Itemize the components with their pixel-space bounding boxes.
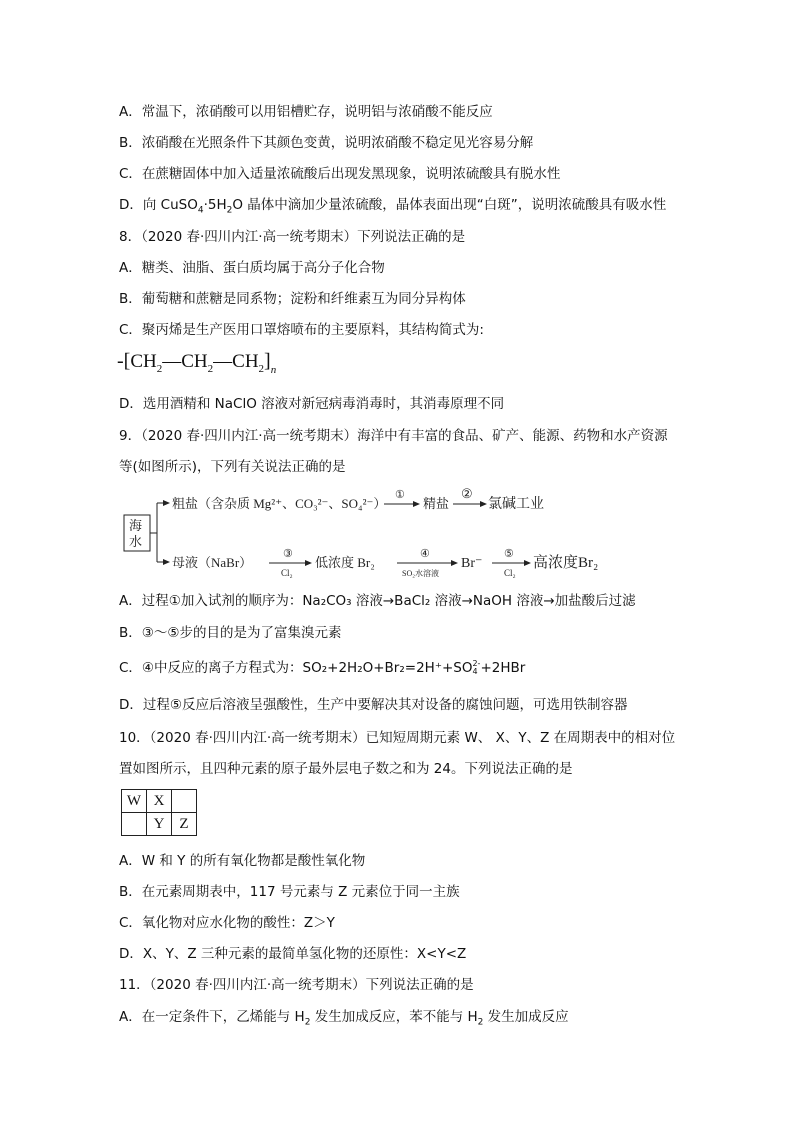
q11-a-text-1: A．在一定条件下，乙烯能与 H — [119, 1009, 305, 1025]
q7-d-sub-2: 2 — [226, 205, 233, 216]
q11-stem: 11．（2020 春·四川内江·高一统考期末）下列说法正确的是 — [119, 977, 474, 993]
cell-z: Z — [172, 813, 197, 836]
seawater-label-1: 海 — [129, 518, 143, 533]
seawater-resource-flow-diagram — [119, 485, 619, 580]
q9-option-d: D．过程⑤反应后溶液呈强酸性，生产中要解决其对设备的腐蚀问题，可选用铁制容器 — [119, 697, 628, 713]
cell-empty-1 — [172, 790, 197, 813]
periodic-row-1 — [122, 790, 197, 813]
periodic-table-fragment — [121, 789, 197, 836]
refined-salt-label: 精盐 — [423, 496, 450, 511]
q9-c-sub: 4 — [472, 667, 478, 676]
q8-option-d: D．选用酒精和 NaClO 溶液对新冠病毒消毒时，其消毒原理不同 — [119, 396, 505, 412]
q7-d-text-1: D．向 CuSO — [119, 197, 198, 213]
q7-option-b: B．浓硝酸在光照条件下其颜色变黄，说明浓硝酸不稳定见光容易分解 — [119, 135, 534, 151]
periodic-row-2 — [122, 813, 197, 836]
q9-c-text-1: C．④中反应的离子方程式为：SO₂+2H₂O+Br₂=2H⁺+SO — [119, 660, 473, 676]
bromide-ion-label: Br⁻ — [461, 556, 483, 571]
q9-option-c — [119, 658, 525, 678]
mother-liquor-label: 母液（NaBr） — [172, 555, 253, 570]
step-4-reagent-so2: SO₂水溶液 — [402, 569, 440, 578]
q10-option-d: D．X、Y、Z 三种元素的最简单氢化物的还原性：X<Y<Z — [119, 946, 467, 962]
cell-w: W — [122, 790, 147, 813]
structure-left-bracket: -[ — [117, 350, 131, 372]
structure-degree-n: n — [270, 364, 277, 376]
high-concentration-br2-label: 高浓度Br₂ — [533, 555, 599, 571]
q8-option-a: A．糖类、油脂、蛋白质均属于高分子化合物 — [119, 260, 385, 276]
step-2-label: ② — [461, 486, 473, 501]
q10-stem-line-2: 置如图所示，且四种元素的原子最外层电子数之和为 24。下列说法正确的是 — [119, 761, 573, 777]
step-3-reagent-cl2: Cl₂ — [281, 568, 293, 578]
low-concentration-br2-label: 低浓度 Br₂ — [315, 555, 375, 570]
q8-stem: 8．（2020 春·四川内江·高一统考期末）下列说法正确的是 — [119, 229, 466, 245]
cell-y: Y — [147, 813, 172, 836]
q11-a-text-2: 发生加成反应，苯不能与 H — [310, 1009, 478, 1025]
q11-a-sub-2: 2 — [477, 1017, 484, 1028]
q9-c-text-2: +2HBr — [480, 660, 526, 676]
structure-bond-1: — — [162, 351, 182, 372]
structure-right-bracket: ] — [264, 350, 271, 372]
q7-d-sub-1: 4 — [197, 205, 204, 216]
q8-option-b: B．葡萄糖和蔗糖是同系物；淀粉和纤维素互为同分异构体 — [119, 291, 466, 307]
structure-sub-2: 2 — [207, 362, 214, 375]
step-1-label: ① — [395, 489, 405, 501]
seawater-label-2: 水 — [129, 534, 143, 549]
polypropylene-structure-formula — [117, 350, 276, 376]
structure-bond-2: — — [213, 351, 233, 372]
q7-option-c: C．在蔗糖固体中加入适量浓硫酸后出现发黑现象，说明浓硫酸具有脱水性 — [119, 166, 561, 182]
q10-option-a: A．W 和 Y 的所有氧化物都是酸性氧化物 — [119, 853, 366, 869]
structure-sub-1: 2 — [156, 362, 163, 375]
step-5-label: ⑤ — [504, 548, 514, 560]
step-5-reagent-cl2: Cl₂ — [504, 568, 516, 578]
cell-empty-2 — [122, 813, 147, 836]
structure-unit-2: CH — [181, 351, 208, 372]
structure-sub-3: 2 — [258, 362, 265, 375]
chlor-alkali-label: 氯碱工业 — [488, 497, 544, 512]
crude-salt-label: 粗盐（含杂质 Mg²⁺、CO₃²⁻、SO₄²⁻） — [172, 496, 387, 511]
q11-option-a — [119, 1007, 569, 1027]
cell-x: X — [147, 790, 172, 813]
q7-option-d — [119, 195, 666, 215]
q7-d-text-2: ·5H — [203, 197, 227, 213]
q9-c-sup: 2- — [472, 659, 481, 668]
q7-d-text-3: O 晶体中滴加少量浓硫酸，晶体表面出现“白斑”，说明浓硫酸具有吸水性 — [232, 197, 667, 213]
q11-a-text-3: 发生加成反应 — [483, 1009, 569, 1025]
q7-option-a: A．常温下，浓硝酸可以用铝槽贮存，说明铝与浓硝酸不能反应 — [119, 104, 493, 120]
q10-option-c: C．氧化物对应水化物的酸性：Z＞Y — [119, 915, 335, 931]
structure-unit-1: CH — [130, 351, 157, 372]
q9-option-b: B．③～⑤步的目的是为了富集溴元素 — [119, 625, 342, 641]
q10-stem-line-1: 10．（2020 春·四川内江·高一统考期末）已知短周期元素 W、 X、Y、Z 在周期表中的相对位 — [119, 730, 676, 746]
step-3-label: ③ — [283, 548, 293, 560]
step-4-label: ④ — [420, 548, 430, 560]
q8-option-c: C．聚丙烯是生产医用口罩熔喷布的主要原料，其结构简式为: — [119, 322, 484, 338]
q9-stem-line-2: 等(如图所示)，下列有关说法正确的是 — [119, 459, 346, 475]
q10-option-b: B．在元素周期表中，117 号元素与 Z 元素位于同一主族 — [119, 884, 460, 900]
structure-unit-3: CH — [232, 351, 259, 372]
q9-stem-line-1: 9．（2020 春·四川内江·高一统考期末）海洋中有丰富的食品、矿产、能源、药物和水产资源 — [119, 428, 668, 444]
q9-option-a: A．过程①加入试剂的顺序为：Na₂CO₃ 溶液→BaCl₂ 溶液→NaOH 溶液→加盐酸后过滤 — [119, 593, 636, 609]
q11-a-sub-1: 2 — [304, 1017, 311, 1028]
